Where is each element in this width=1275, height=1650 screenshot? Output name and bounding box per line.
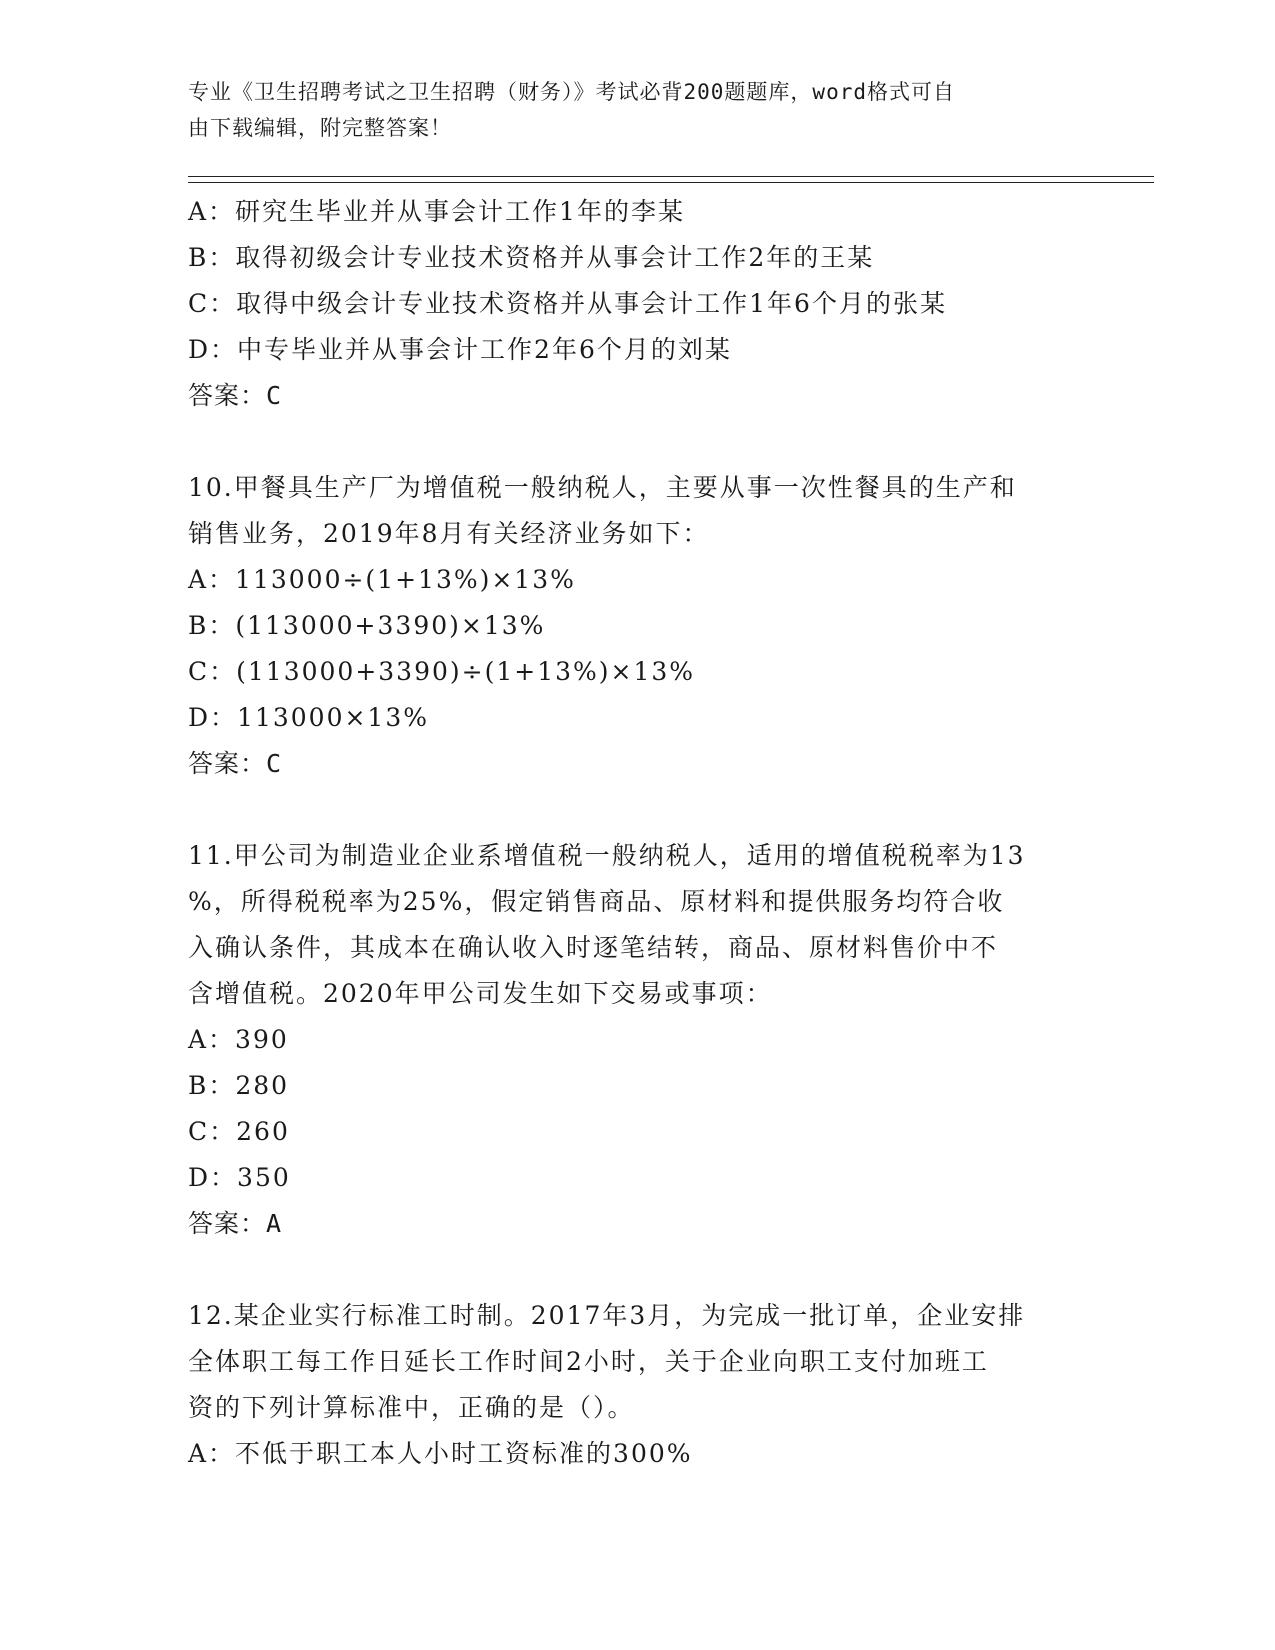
q11-stem-line-1: 11.甲公司为制造业企业系增值税一般纳税人，适用的增值税税率为13 (188, 841, 1026, 870)
q11-option-b: B：280 (188, 1071, 290, 1100)
question-12 (188, 1293, 1088, 1477)
q10-option-d: D：113000×13% (188, 703, 429, 732)
q12-stem-line-2: 全体职工每工作日延长工作时间2小时，关于企业向职工支付加班工 (188, 1347, 989, 1376)
q10-option-c: C：(113000+3390)÷(1+13%)×13% (188, 657, 696, 686)
q10-stem-line-1: 10.甲餐具生产厂为增值税一般纳税人，主要从事一次性餐具的生产和 (188, 473, 1017, 502)
q9-option-b: B：取得初级会计专业技术资格并从事会计工作2年的王某 (188, 243, 875, 272)
question-10 (188, 465, 1088, 787)
header-line-2: 由下载编辑，附完整答案！ (188, 116, 452, 140)
header-divider-bottom (188, 182, 1154, 183)
q9-option-d: D：中专毕业并从事会计工作2年6个月的刘某 (188, 335, 732, 364)
q11-answer: 答案：A (188, 1209, 283, 1238)
q11-option-c: C：260 (188, 1117, 290, 1146)
q12-stem-line-3: 资的下列计算标准中，正确的是（）。 (188, 1393, 635, 1422)
header-line-1: 专业《卫生招聘考试之卫生招聘（财务）》考试必背200题题库，word格式可自 (188, 80, 955, 104)
q12-stem-line-1: 12.某企业实行标准工时制。2017年3月，为完成一批订单，企业安排 (188, 1301, 1026, 1330)
q11-stem-line-2: %，所得税税率为25%，假定销售商品、原材料和提供服务均符合收 (188, 887, 1005, 916)
q9-option-c: C：取得中级会计专业技术资格并从事会计工作1年6个月的张某 (188, 289, 947, 318)
spacer (188, 419, 1088, 465)
q11-stem-line-4: 含增值税。2020年甲公司发生如下交易或事项： (188, 979, 773, 1008)
q9-option-a: A：研究生毕业并从事会计工作1年的李某 (188, 197, 685, 226)
q11-stem-line-3: 入确认条件，其成本在确认收入时逐笔结转，商品、原材料售价中不 (188, 933, 999, 962)
question-11 (188, 833, 1088, 1247)
header-divider-top (188, 176, 1154, 177)
q10-option-b: B：(113000+3390)×13% (188, 611, 546, 640)
spacer (188, 787, 1088, 833)
question-content (188, 189, 1088, 1477)
q11-option-a: A：390 (188, 1025, 289, 1054)
q12-option-a: A：不低于职工本人小时工资标准的300% (188, 1439, 693, 1468)
q11-option-d: D：350 (188, 1163, 291, 1192)
spacer (188, 1247, 1088, 1293)
q10-option-a: A：113000÷(1+13%)×13% (188, 565, 576, 594)
question-9 (188, 189, 1088, 419)
q9-answer: 答案：C (188, 381, 283, 410)
document-header (188, 74, 1088, 146)
q10-stem-line-2: 销售业务，2019年8月有关经济业务如下： (188, 519, 710, 548)
q10-answer: 答案：C (188, 749, 283, 778)
